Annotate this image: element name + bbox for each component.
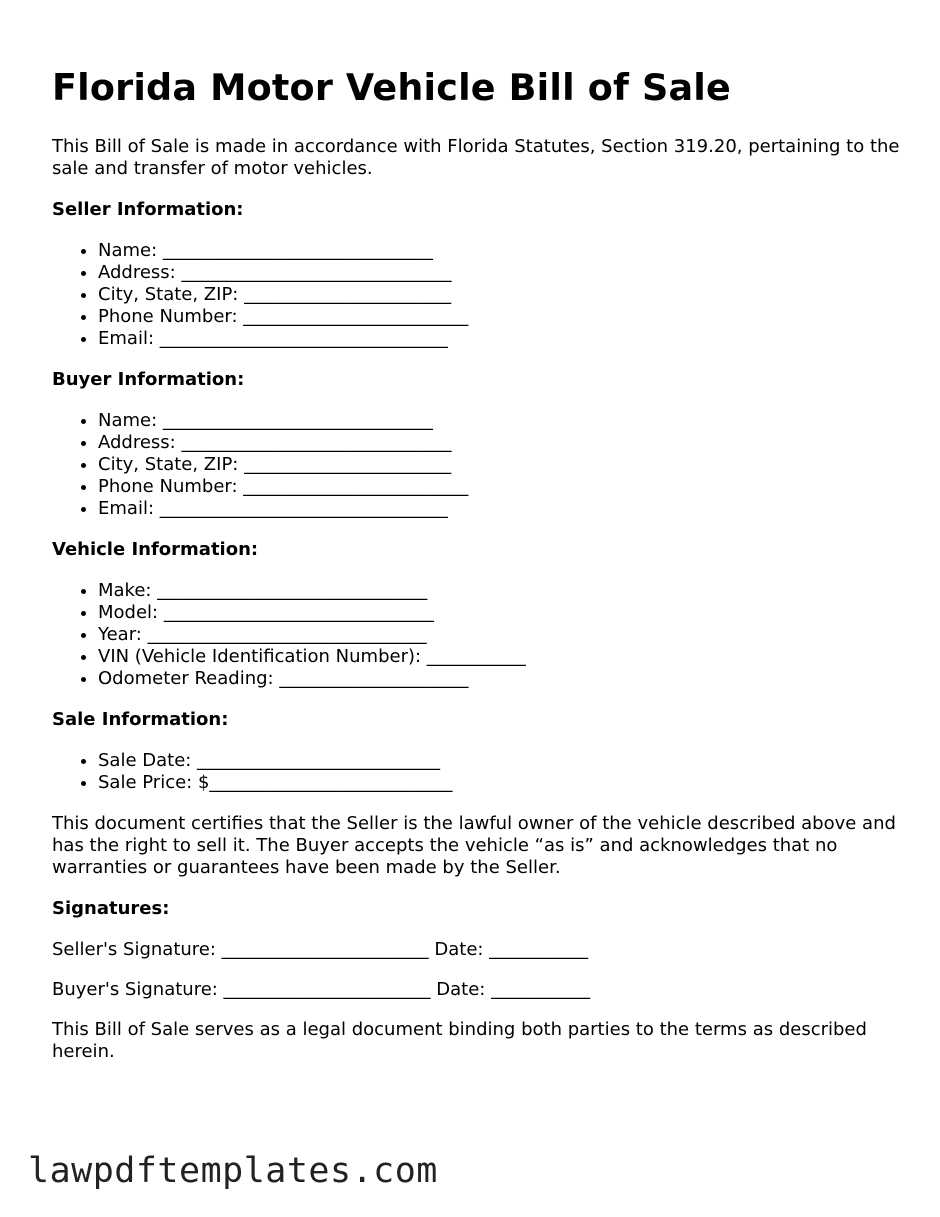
document-page [52,66,902,1082]
footer-brand-watermark: lawpdftemplates.com [28,1151,438,1191]
sale-date-field: • Sale Date: ___________________________ [98,750,902,772]
signatures-heading: Signatures: [52,898,170,919]
sale-fields-list [52,750,902,794]
seller-fields-list [52,240,902,350]
buyer-fields-list [52,410,902,520]
vehicle-fields-list [52,580,902,690]
vehicle-heading: Vehicle Information: [52,539,259,560]
seller-email-field: • Email: ________________________________ [98,328,902,350]
seller-heading: Seller Information: [52,199,244,220]
vehicle-odometer-field: • Odometer Reading: _____________________ [98,668,902,690]
certification-paragraph: This document certifies that the Seller is the lawful owner of the vehicle described above and has the right to sell it. The Buyer accepts the vehicle “as is” and acknowledges that no warranties or guarantees have been made by the Seller. [52,813,896,878]
buyer-city-state-zip-field: • City, State, ZIP: _______________________ [98,454,902,476]
document-title: Florida Motor Vehicle Bill of Sale [52,66,731,109]
vehicle-make-field: • Make: ______________________________ [98,580,902,602]
buyer-email-field: • Email: ________________________________ [98,498,902,520]
sale-price-field: • Sale Price: $___________________________ [98,772,902,794]
seller-address-field: • Address: ______________________________ [98,262,902,284]
vehicle-year-field: • Year: _______________________________ [98,624,902,646]
seller-city-state-zip-field: • City, State, ZIP: _______________________ [98,284,902,306]
buyer-address-field: • Address: ______________________________ [98,432,902,454]
buyer-phone-field: • Phone Number: _________________________ [98,476,902,498]
closing-paragraph: This Bill of Sale serves as a legal document binding both parties to the terms as described herein. [52,1019,867,1062]
seller-phone-field: • Phone Number: _________________________ [98,306,902,328]
buyer-name-field: • Name: ______________________________ [98,410,902,432]
buyer-signature-line: Buyer's Signature: _______________________ Date: ___________ [52,979,591,1000]
intro-paragraph: This Bill of Sale is made in accordance with Florida Statutes, Section 319.20, pertaining to the sale and transfer of motor vehicles. [52,136,900,179]
vehicle-vin-field: • VIN (Vehicle Identification Number): ___________ [98,646,902,668]
seller-name-field: • Name: ______________________________ [98,240,902,262]
seller-signature-line: Seller's Signature: _______________________ Date: ___________ [52,939,589,960]
buyer-heading: Buyer Information: [52,369,245,390]
sale-heading: Sale Information: [52,709,229,730]
vehicle-model-field: • Model: ______________________________ [98,602,902,624]
